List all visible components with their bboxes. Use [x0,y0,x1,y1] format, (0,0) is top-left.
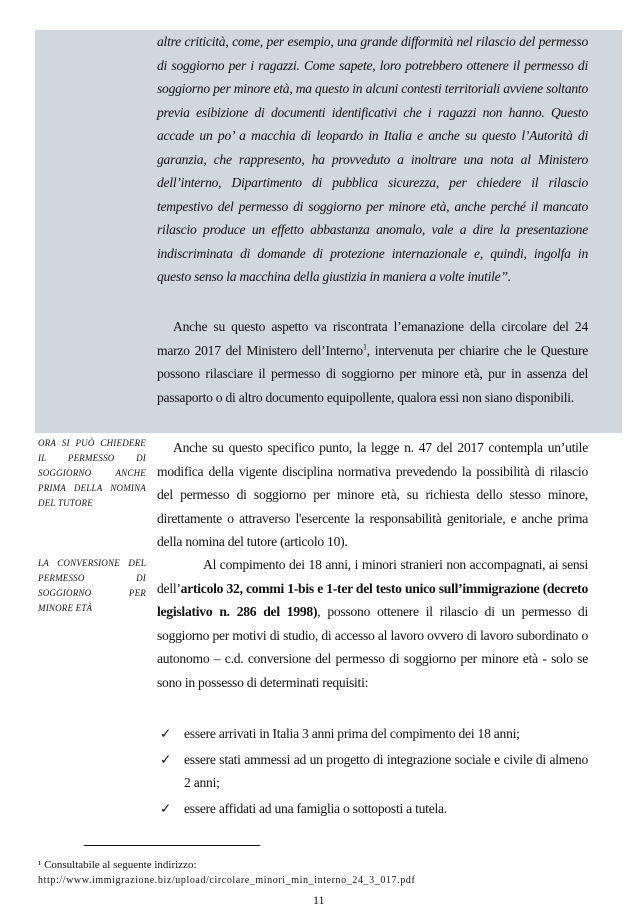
footnote-marker: ¹ [38,859,42,871]
body-paragraph-legge-47: Anche su questo specifico punto, la legge n. 47 del 2017 contempla un’utile modifica della vigente disciplina normativa prevedendo la possibilità di rilascio del permesso di soggiorno per minore età, su richiesta dello stesso minore, direttamente o attraverso l'esercente la responsabilità genitoriale, e anche prima della nomina del tutore (articolo 10). [157,440,588,549]
checklist-item-text: essere affidati ad una famiglia o sottoposti a tutela. [184,800,447,816]
footnote-reference[interactable]: 1 [362,341,367,351]
footnote-url-link[interactable]: http://www.immigrazione.biz/upload/circolare_minori_min_interno_24_3_017.pdf [38,875,416,886]
margin-note-permesso: ORA SI PUÒ CHIEDERE IL PERMESSO DI SOGGIORNO ANCHE PRIMA DELLA NOMINA DEL TUTORE [38,438,146,508]
footnote [38,857,197,873]
check-icon: ✓ [160,726,172,741]
quote-close: ”. [500,269,511,284]
checklist-item [160,722,588,746]
checklist-item-text: essere arrivati in Italia 3 anni prima del compimento dei 18 anni; [184,726,520,741]
body-text: , possono ottenere il rilascio di un permesso di soggiorno per motivi di studio, di accesso al lavoro ovvero di lavoro subordinato o autonomo – c.d. conversione del permesso di soggiorno per minore età - solo se sono in possesso di determinati requisiti: [157,604,588,690]
footnote-label: Consultabile al seguente indirizzo: [44,859,197,871]
body-text: Anche su questo aspetto va riscontrata l’emanazione della circolare del 24 marzo 2017 del Ministero dell’Interno [157,319,588,358]
checklist-item [160,748,588,795]
body-text: , intervenuta per chiarire che le Questure possono rilasciare il permesso di soggiorno per minore età, pur in assenza del passaporto o di altro documento equipollente, qualora essi non siano disponibili. [157,342,588,405]
law-reference: articolo 32, commi 1-bis e 1-ter del testo unico sull’immigrazione (decreto legislativo n. 286 del 1998) [157,580,588,619]
body-paragraph-circolare [157,315,588,409]
quote-text: Come sapete, loro potrebbero ottenere il permesso di soggiorno per minore età, ma questo in alcuni contesti territoriali avviene soltanto previa esibizione di documenti identificativi che i ragazzi non hanno. [157,57,589,120]
checklist-item [160,797,588,821]
body-text: Al compimento dei 18 anni, i minori stranieri non accompagnati, ai sensi dell’ [157,557,588,596]
check-icon: ✓ [160,800,172,816]
footnote-separator [84,845,260,846]
requirements-checklist [160,722,588,822]
quoted-testimony [157,30,588,289]
checklist-item-text: essere stati ammessi ad un progetto di integrazione sociale e civile di almeno 2 anni; [184,751,588,790]
body-paragraph-conversione [157,553,588,694]
quote-paragraph [157,30,588,289]
quote-text: Questo accade un po’ a macchia di leopardo in Italia e anche su questo l’Autorità di garanzia, che rappresento, ha provveduto a inoltrare una nota al Ministero dell’interno, Dipartimento di pubblica sicurezza, per chiedere il rilascio tempestivo del permesso di soggiorno per minore età, anche perché il mancato rilascio produce un effetto abbastanza anomalo, vale a dire la presentazione indiscriminata di domande di protezione internazionale e, quindi, ingolfa in questo senso la macchina della giustizia in maniera a volte inutile [157,104,588,284]
margin-note-conversione: LA CONVERSIONE DEL PERMESSO DI SOGGIORNO PER MINORE ETÀ [38,558,146,613]
page-number: 11 [313,893,325,907]
check-icon: ✓ [160,751,172,767]
quote-text: altre criticità, come, per esempio, una grande difformità nel rilascio del permesso di soggiorno per i ragazzi. [157,34,588,73]
